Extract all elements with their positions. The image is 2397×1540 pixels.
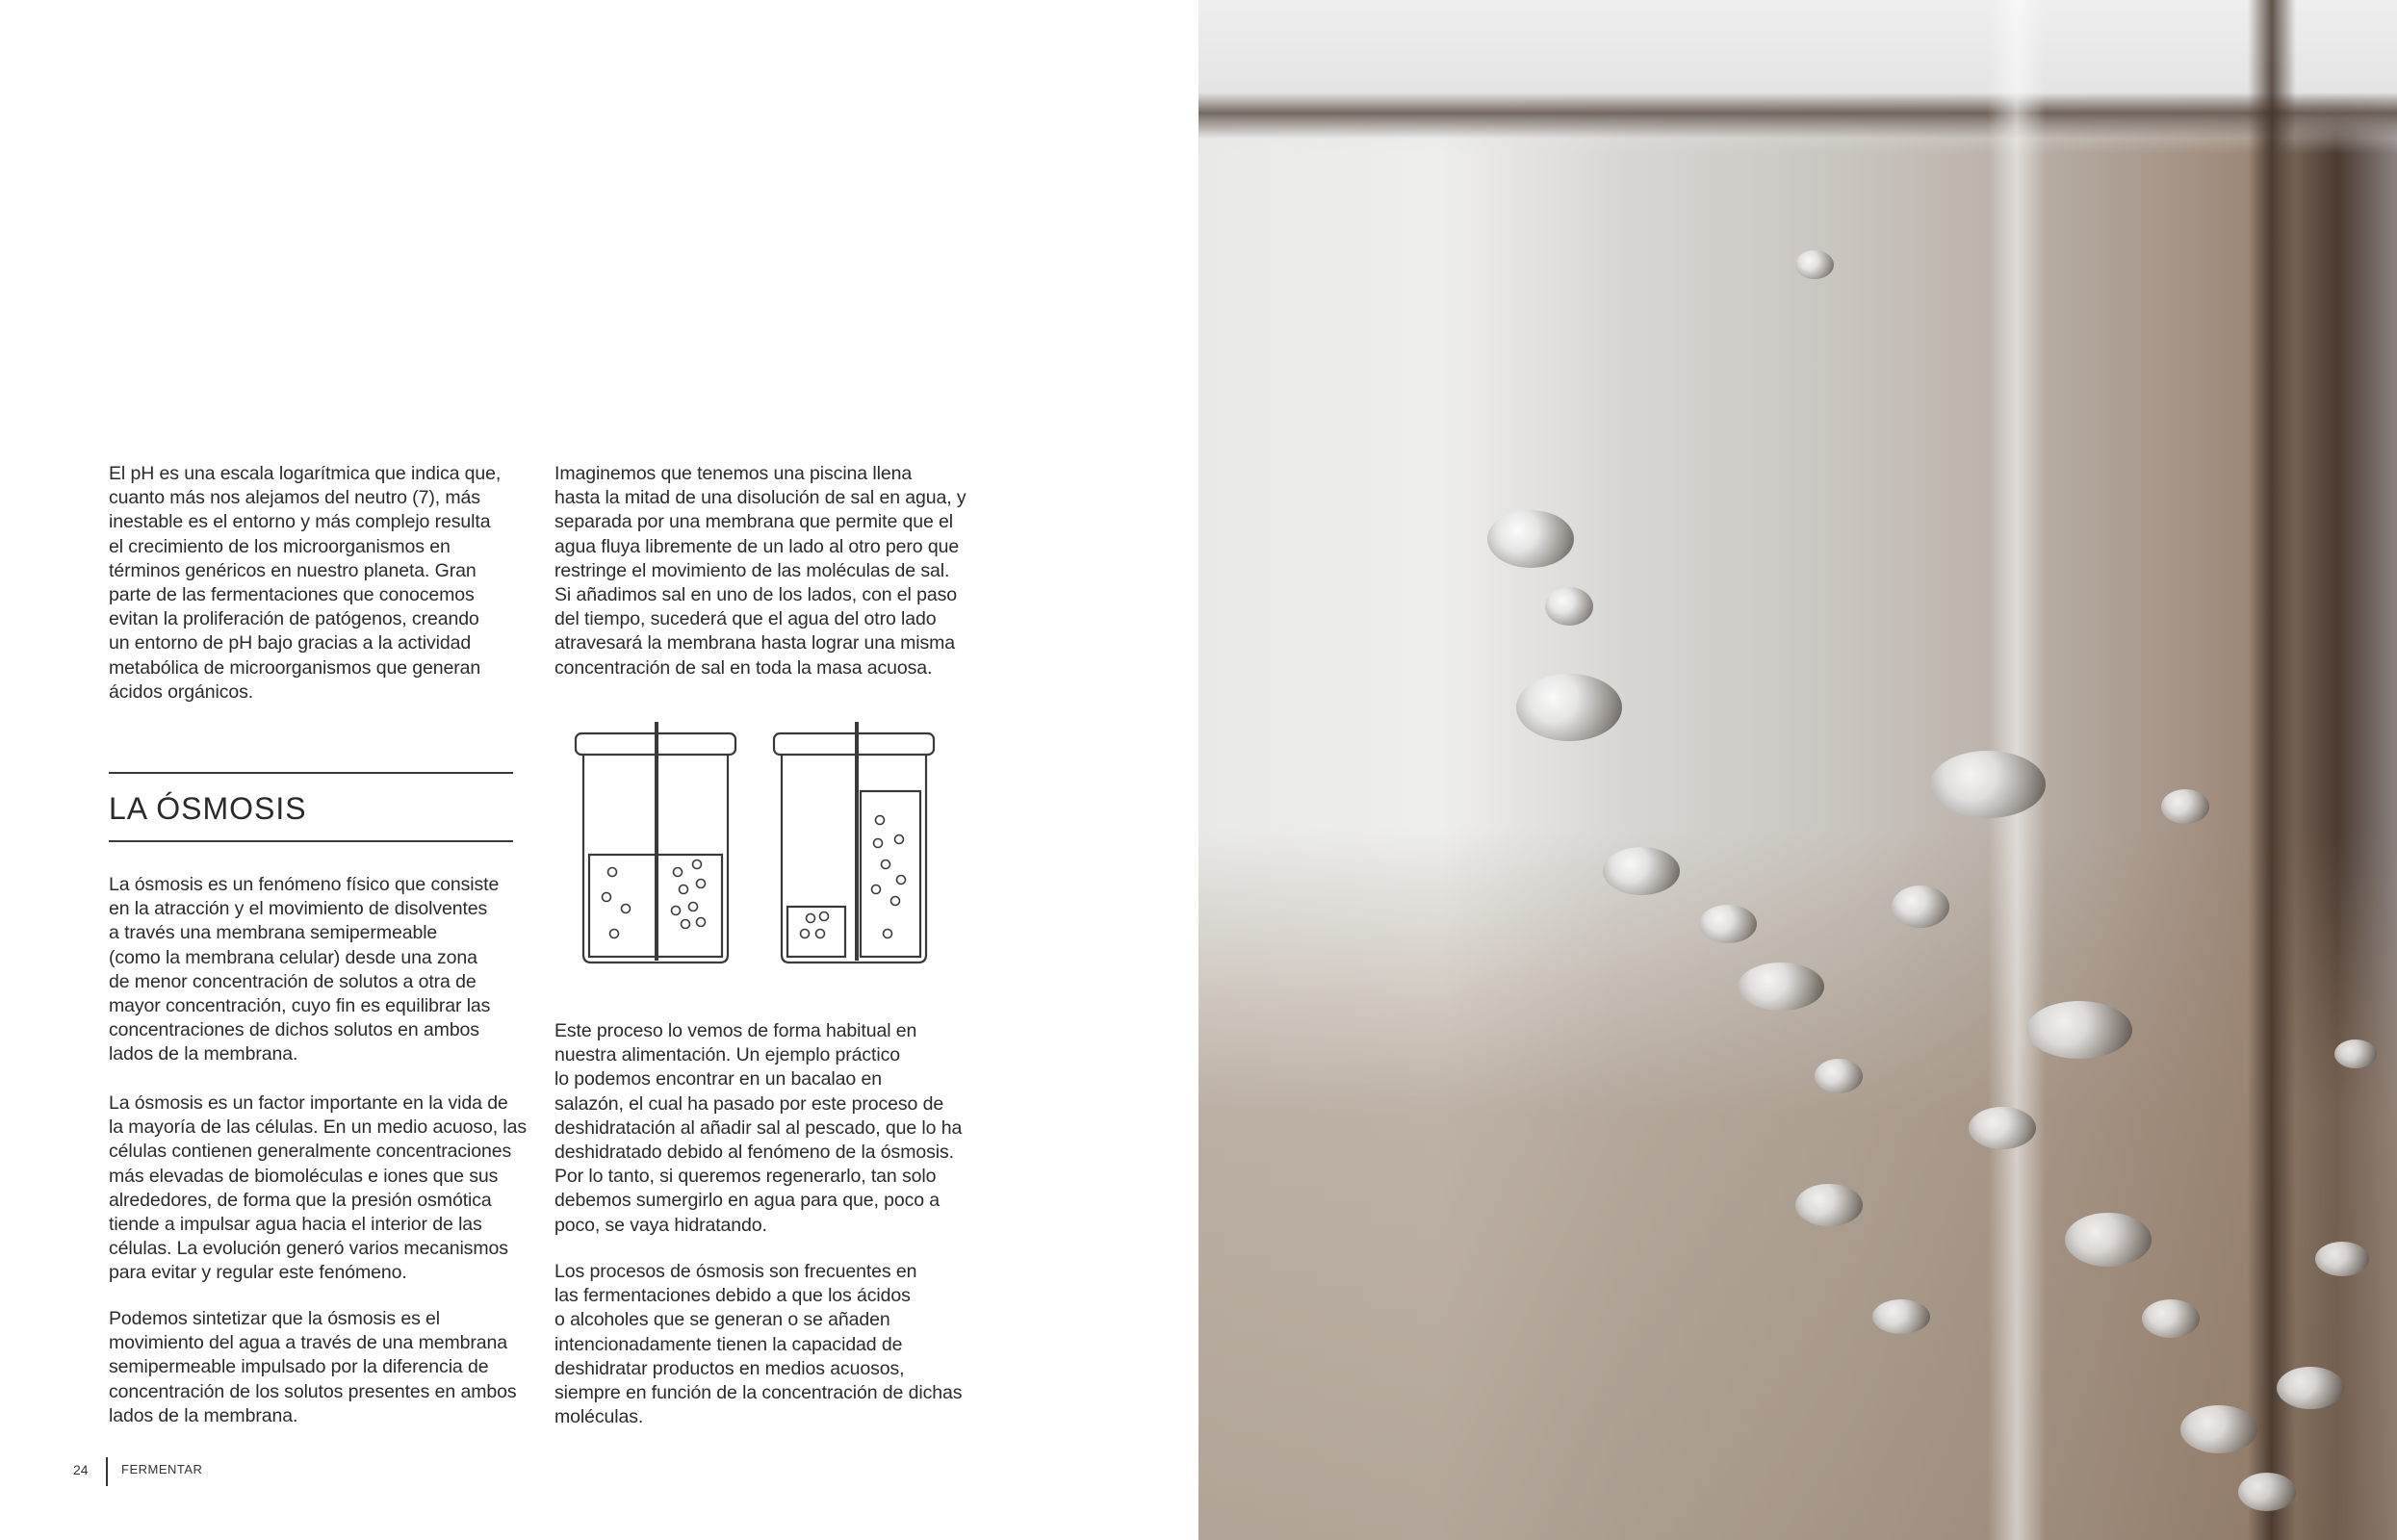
bubble	[2180, 1405, 2257, 1453]
bubble	[1930, 751, 2046, 818]
heading-bottom-rule	[109, 840, 513, 842]
bubble	[2238, 1473, 2296, 1511]
bubble	[1795, 1184, 1863, 1226]
bubble	[2065, 1213, 2152, 1267]
photo-glass-edge	[2248, 0, 2296, 1540]
left-page	[0, 0, 1198, 1540]
beaker-right	[774, 722, 934, 962]
fermentation-paragraph: Los procesos de ósmosis son frecuentes en las fermentaciones debido a que los ácidos o alcoholes que se generan o se añaden intencionadamente tienen la capacidad de deshidratar productos en medios acuosos, siempre en función de la concentración de dichas moléculas.	[554, 1261, 963, 1428]
osmosis-paragraph-1: La ósmosis es un fenómeno físico que consiste en la atracción y el movimiento de disolventes a través una membrana semipermeable (como la membrana celular) desde una zona de menor concentración de solutos a otra de mayor concentración, cuyo fin es equilibrar las concentraciones de dichos solutos en ambos lados de la membrana.	[109, 874, 500, 1065]
bubble	[1795, 250, 1834, 279]
intro-paragraph: El pH es una escala logarítmica que indica que, cuanto más nos alejamos del neutro (7), más inestable es el entorno y más complejo resulta el crecimiento de los microorganismos en términos genéricos en nuestro planeta. Gran parte de las fermentaciones que conocemos evitan la proliferación de patógenos, creando un entorno de pH bajo gracias a la actividad metabólica de microorganismos que generan ácidos orgánicos.	[109, 463, 502, 703]
bubble	[1699, 905, 1757, 943]
section-title: LA ÓSMOSIS	[109, 791, 307, 826]
water-bubbles-photo	[1198, 0, 2397, 1540]
bubble	[1969, 1107, 2036, 1149]
bubble	[2277, 1367, 2344, 1409]
bubble	[1872, 1299, 1930, 1334]
bubble	[1738, 962, 1824, 1011]
pool-paragraph: Imaginemos que tenemos una piscina llena hasta la mitad de una disolución de sal en agua, y separada por una membrana que permite que el agua fluya libremente de un lado al otro pero que restringe el movimiento de las moléculas de sal. Si añadimos sal en uno de los lados, con el paso del tiempo, sucederá que el agua del otro lado atravesará la membrana hasta lograr una misma concentración de sal en toda la masa acuosa.	[554, 463, 967, 679]
bubble	[2334, 1040, 2377, 1068]
bacalao-paragraph: Este proceso lo vemos de forma habitual en nuestra alimentación. Un ejemplo práctico lo podemos encontrar en un bacalao en salazón, el cual ha pasado por este proceso de deshidratación al añadir sal al pescado, que lo ha deshidratado debido al fenómeno de la ósmosis. Por lo tanto, si queremos regenerarlo, tan solo debemos sumergirlo en agua para que, poco a poco, se vaya hidratando.	[554, 1020, 963, 1236]
bubble	[1815, 1059, 1863, 1093]
page-number: 24	[73, 1462, 89, 1477]
bubble	[1516, 674, 1622, 741]
osmosis-paragraph-2: La ósmosis es un factor importante en la vida de la mayoría de las células. En un medio acuoso, las células contienen generalmente concentraciones más elevadas de biomoléculas e iones que sus alrededores, de forma que la presión osmótica tiende a impulsar agua hacia el interior de las células. La evolución generó varios mecanismos para evitar y regular este fenómeno.	[109, 1092, 527, 1284]
bubble	[2315, 1242, 2369, 1276]
footer-divider	[106, 1457, 108, 1486]
bubble	[1892, 886, 1949, 928]
osmosis-paragraph-3: Podemos sintetizar que la ósmosis es el movimiento del agua a través de una membrana semipermeable impulsado por la diferencia de concentración de los solutos presentes en ambos lados de la membrana.	[109, 1308, 517, 1426]
osmosis-beakers-diagram	[568, 720, 953, 970]
bubble	[2142, 1299, 2200, 1338]
bubble	[1603, 847, 1680, 895]
photo-water-surface	[1198, 92, 2397, 139]
bubble	[2026, 1001, 2132, 1059]
bubble	[2161, 789, 2209, 824]
heading-top-rule	[109, 772, 513, 774]
bubble	[1487, 510, 1574, 568]
bubble	[1545, 587, 1593, 626]
running-footer-title: FERMENTAR	[121, 1462, 203, 1476]
beaker-left	[576, 722, 735, 962]
